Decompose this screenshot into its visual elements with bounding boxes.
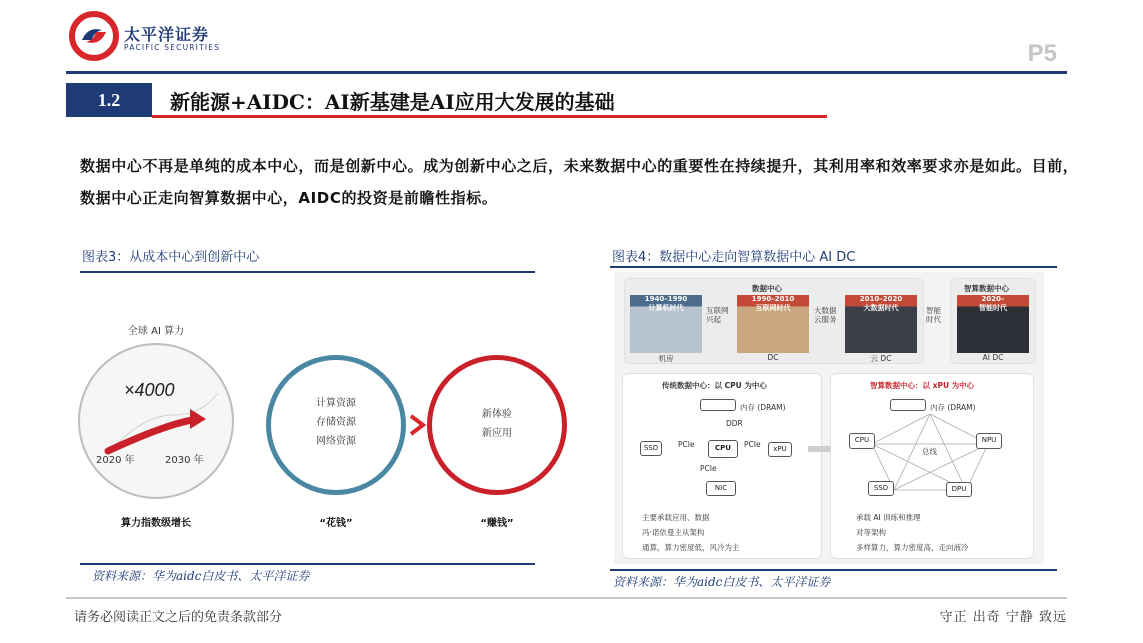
- year-end-label: 2030 年: [165, 455, 204, 466]
- figure3-title-rule: [80, 271, 535, 273]
- globe-label: 全球 AI 算力: [127, 326, 185, 337]
- footer-disclaimer: 请务必阅读正文之后的免责条款部分: [74, 610, 283, 625]
- era-cloud-dc: [845, 295, 917, 353]
- memory-chip-icon: [700, 399, 736, 411]
- era-period: 1990–2010: [751, 295, 795, 303]
- cost-caption: “花钱”: [319, 518, 353, 529]
- globe-caption: 算力指数级增长: [121, 518, 191, 529]
- bullet-item: 承载 AI 训练和推理: [856, 513, 921, 522]
- pcie-label: PCIe: [678, 440, 695, 449]
- memory-label: 内存 (DRAM): [930, 403, 976, 412]
- era-period: 2010–2020: [859, 295, 903, 303]
- nic-chip: NIC: [706, 481, 736, 496]
- brand-name-en: PACIFIC SECURITIES: [124, 43, 221, 52]
- npu-chip: NPU: [976, 433, 1002, 449]
- era-ai-dc: [957, 295, 1029, 353]
- figure4-source: 资料来源：华为aidc白皮书、太平洋证券: [613, 575, 831, 589]
- ssd-chip: SSD: [640, 441, 662, 456]
- innovation-items: [452, 405, 542, 443]
- cost-items: [291, 394, 381, 451]
- figure3-title: 图表3：从成本中心到创新中心: [82, 250, 260, 265]
- footer-divider: [66, 597, 1067, 599]
- transition-label: 智能时代: [926, 306, 941, 324]
- era-name: 大数据时代: [863, 304, 899, 312]
- traditional-dc-bullets: [642, 510, 740, 555]
- growth-multiplier: ×4000: [124, 380, 175, 400]
- innovation-item: 新应用: [482, 428, 512, 439]
- era-caption: DC: [767, 353, 779, 362]
- era-computer-room: [630, 295, 702, 353]
- era-caption: 机房: [658, 354, 674, 363]
- bullet-item: 多样算力，算力密度高，走向液冷: [856, 543, 969, 552]
- ai-dc-bullets: [856, 510, 969, 555]
- header-divider: [66, 71, 1067, 74]
- figure3-source-rule: [80, 563, 535, 565]
- figure3-source: 资料来源：华为aidc白皮书、太平洋证券: [92, 569, 310, 583]
- bullet-item: 冯·诺依曼主从架构: [642, 528, 705, 537]
- section-number: 1.2: [66, 83, 152, 117]
- bullet-item: 对等架构: [856, 528, 886, 537]
- year-start-label: 2020 年: [96, 455, 135, 466]
- body-paragraph: 数据中心不再是单纯的成本中心，而是创新中心。成为创新中心之后，未来数据中心的重要性在持续提升，其利用率和效率要求亦是如此。目前，数据中心正走向智算数据中心，AIDC的投资是前瞻性指标。: [80, 157, 1079, 207]
- era-caption: AI DC: [982, 353, 1004, 362]
- pcie-label: PCIe: [744, 440, 761, 449]
- brand-name-cn: 太平洋证券: [124, 25, 210, 44]
- growth-arrow-icon: [78, 343, 238, 503]
- memory-label: 内存 (DRAM): [740, 403, 786, 412]
- transition-label: 互联网兴起: [706, 306, 729, 324]
- transition-label: 大数据云服务: [814, 306, 837, 324]
- innovation-caption: “赚钱”: [480, 518, 514, 529]
- innovation-item: 新体验: [482, 409, 512, 420]
- section-title: 新能源+AIDC：AI新基建是AI应用大发展的基础: [170, 90, 615, 114]
- era-name: 互联网时代: [755, 304, 791, 312]
- ssd-chip: SSD: [868, 481, 894, 496]
- era-caption: 云 DC: [870, 354, 892, 363]
- era-period: 2020–: [981, 295, 1005, 303]
- figure4-title: 图表4：数据中心走向智算数据中心 AI DC: [612, 250, 856, 265]
- ddr-label: DDR: [726, 419, 743, 428]
- dpu-chip: DPU: [946, 482, 972, 497]
- figure4-source-rule: [610, 569, 1057, 571]
- bullet-item: 主要承载应用、数据: [642, 513, 710, 522]
- bus-label: 总线: [922, 447, 937, 456]
- bullet-item: 通算，算力密度低，风冷为主: [642, 543, 740, 552]
- era-name: 智能时代: [979, 304, 1007, 312]
- era-period: 1940–1990: [644, 295, 688, 303]
- traditional-dc-title: 传统数据中心：以 CPU 为中心: [662, 381, 767, 390]
- cpu-chip: CPU: [708, 440, 738, 458]
- xpu-chip: xPU: [768, 442, 792, 457]
- section-underline: [152, 115, 827, 118]
- page-number: P5: [1027, 40, 1057, 67]
- cost-item: 计算资源: [316, 398, 356, 409]
- cost-item: 存储资源: [316, 417, 356, 428]
- ai-dc-title: 智算数据中心：以 xPU 为中心: [870, 381, 975, 390]
- era-dc: [737, 295, 809, 353]
- pcie-label: PCIe: [700, 464, 717, 473]
- era-name: 计算机时代: [648, 304, 684, 312]
- cpu-chip: CPU: [849, 433, 875, 449]
- footer-motto: 守正 出奇 宁静 致远: [939, 610, 1067, 625]
- figure4-title-rule: [610, 266, 1057, 268]
- dc-group-label: 数据中心: [752, 284, 782, 293]
- cost-item: 网络资源: [316, 436, 356, 447]
- aidc-group-label: 智算数据中心: [964, 284, 1009, 293]
